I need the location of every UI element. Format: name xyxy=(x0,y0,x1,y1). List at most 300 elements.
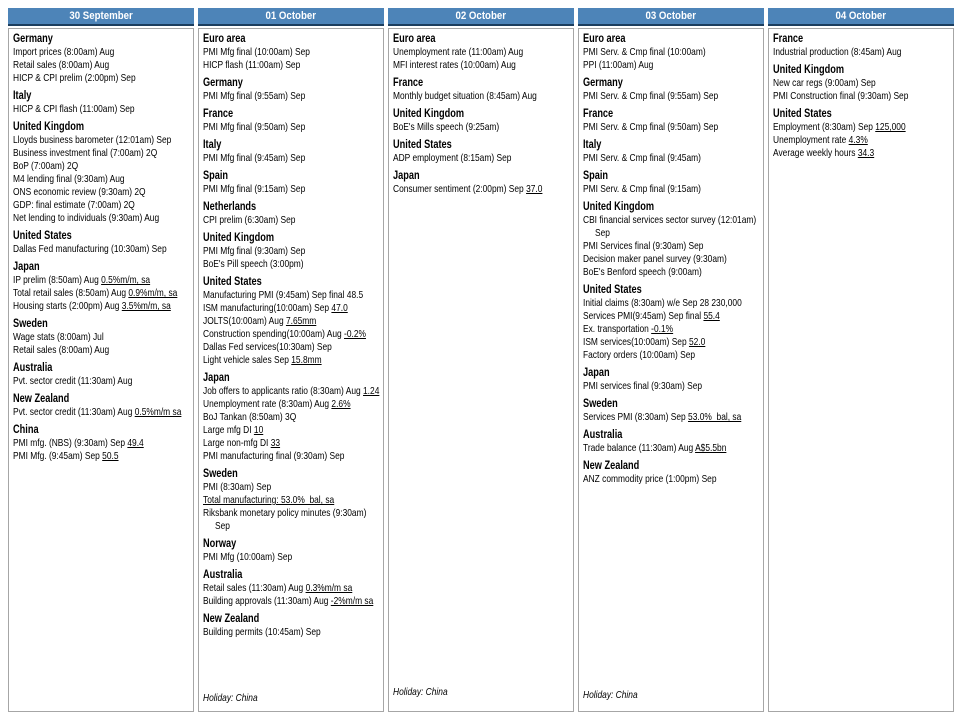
event-value-underlined: 49.4 xyxy=(127,437,144,449)
event-text: PMI Serv. & Cmp final (10:00am) xyxy=(583,46,706,58)
event-text: Building approvals (11:30am) Aug xyxy=(203,595,331,607)
event-text: Average weekly hours xyxy=(773,147,858,159)
country-section xyxy=(203,372,383,463)
country-heading: Japan xyxy=(393,170,420,182)
event-text: PMI Serv. & Cmp final (9:45am) xyxy=(583,152,701,164)
country-heading: Euro area xyxy=(583,33,626,45)
event-line xyxy=(203,354,383,367)
event-text: Business investment final (7:00am) 2Q xyxy=(13,147,158,159)
event-line xyxy=(203,595,383,608)
country-section xyxy=(583,33,763,72)
event-text: Unemployment rate (11:00am) Aug xyxy=(393,46,524,58)
event-line xyxy=(583,473,763,486)
country-section xyxy=(203,77,383,103)
event-text: HICP & CPI prelim (2:00pm) Sep xyxy=(13,72,136,84)
event-line xyxy=(583,297,763,310)
country-section xyxy=(583,108,763,134)
country-heading: Norway xyxy=(203,538,237,550)
event-text: PMI Construction final (9:30am) Sep xyxy=(773,90,909,102)
country-section xyxy=(393,139,573,165)
event-line xyxy=(13,274,193,287)
country-section xyxy=(583,367,763,393)
country-section xyxy=(13,90,193,116)
event-text: Unemployment rate xyxy=(773,134,849,146)
event-line xyxy=(773,46,953,59)
day-body xyxy=(388,28,574,712)
country-section xyxy=(203,170,383,196)
event-text: Net lending to individuals (9:30am) Aug xyxy=(13,212,160,224)
country-section xyxy=(203,232,383,271)
event-line xyxy=(393,152,573,165)
day-body xyxy=(198,28,384,712)
event-line xyxy=(13,243,193,256)
country-heading: Germany xyxy=(13,33,53,45)
country-section xyxy=(583,460,763,486)
event-text: Unemployment rate (8:30am) Aug xyxy=(203,398,332,410)
event-text: PMI Serv. & Cmp final (9:55am) Sep xyxy=(583,90,719,102)
event-text: GDP: final estimate (7:00am) 2Q xyxy=(13,199,135,211)
event-text: Manufacturing PMI (9:45am) Sep final 48.5 xyxy=(203,289,364,301)
country-section xyxy=(203,108,383,134)
country-section xyxy=(583,170,763,196)
event-line xyxy=(13,173,193,186)
event-line xyxy=(583,253,763,266)
country-heading: Euro area xyxy=(393,33,436,45)
event-text: Large non-mfg DI xyxy=(203,437,271,449)
day-header-date: 03 October xyxy=(645,10,697,22)
country-section xyxy=(203,201,383,227)
event-value-underlined: 55.4 xyxy=(703,310,720,322)
country-section xyxy=(583,284,763,362)
event-line xyxy=(203,481,383,494)
day-body-content xyxy=(393,32,573,711)
event-line xyxy=(13,300,193,313)
holiday-note: Holiday: China xyxy=(203,692,258,704)
country-section xyxy=(203,538,383,564)
event-text: BoJ Tankan (8:50am) 3Q xyxy=(203,411,297,423)
event-line xyxy=(203,341,383,354)
event-value-underlined: 1.24 xyxy=(363,385,380,397)
event-text: PMI (8:30am) Sep xyxy=(203,481,272,493)
event-line xyxy=(203,328,383,341)
event-line xyxy=(393,90,573,103)
event-line xyxy=(203,289,383,302)
event-text: Industrial production (8:45am) Aug xyxy=(773,46,902,58)
event-line xyxy=(203,450,383,463)
event-line xyxy=(13,450,193,463)
event-line xyxy=(203,385,383,398)
event-line xyxy=(393,183,573,196)
event-text: JOLTS(10:00am) Aug xyxy=(203,315,286,327)
event-line xyxy=(203,152,383,165)
country-section xyxy=(583,429,763,455)
country-section xyxy=(773,64,953,103)
event-line xyxy=(583,46,763,59)
event-text: PMI Mfg final (9:50am) Sep xyxy=(203,121,306,133)
event-line xyxy=(583,442,763,455)
event-line xyxy=(773,147,953,160)
country-heading: Netherlands xyxy=(203,201,257,213)
event-text: Consumer sentiment (2:00pm) Sep xyxy=(393,183,527,195)
event-text: Services PMI(9:45am) Sep final xyxy=(583,310,704,322)
event-line xyxy=(393,59,573,72)
event-text: PMI Mfg. (9:45am) Sep xyxy=(13,450,103,462)
event-text: M4 lending final (9:30am) Aug xyxy=(13,173,125,185)
event-line xyxy=(203,424,383,437)
day-header xyxy=(388,8,574,26)
event-line xyxy=(13,212,193,225)
event-text: Retail sales (11:30am) Aug xyxy=(203,582,306,594)
event-line xyxy=(13,59,193,72)
event-line xyxy=(203,626,383,639)
event-text: Ex. transportation xyxy=(583,323,652,335)
event-text: Lloyds business barometer (12:01am) Sep xyxy=(13,134,172,146)
day-body-content xyxy=(583,32,763,711)
event-text: Monthly budget situation (8:45am) Aug xyxy=(393,90,537,102)
country-heading: Germany xyxy=(583,77,623,89)
country-heading: United States xyxy=(203,276,262,288)
event-line xyxy=(203,494,383,507)
country-section xyxy=(393,33,573,72)
event-line xyxy=(13,331,193,344)
event-text: HICP & CPI flash (11:00am) Sep xyxy=(13,103,135,115)
event-line xyxy=(583,121,763,134)
day-body xyxy=(578,28,764,712)
event-line xyxy=(13,103,193,116)
event-text: CBI financial services sector survey (12:01am) xyxy=(583,214,757,226)
day-header-date: 01 October xyxy=(265,10,317,22)
event-line xyxy=(583,380,763,393)
event-text: Sep xyxy=(595,227,610,239)
event-line xyxy=(203,121,383,134)
country-heading: Australia xyxy=(203,569,243,581)
event-line xyxy=(583,240,763,253)
country-section xyxy=(13,33,193,85)
country-section xyxy=(583,139,763,165)
event-value-underlined: 0.3%m/m sa xyxy=(305,582,353,594)
holiday-note: Holiday: China xyxy=(393,686,448,698)
event-line xyxy=(583,152,763,165)
event-text: Employment (8:30am) Sep xyxy=(773,121,876,133)
country-section xyxy=(203,613,383,639)
event-line xyxy=(583,90,763,103)
event-line xyxy=(203,398,383,411)
event-text: Trade balance (11:30am) Aug xyxy=(583,442,696,454)
day-column xyxy=(388,8,574,712)
event-value-underlined: -0.2% xyxy=(344,328,366,340)
country-section xyxy=(13,393,193,419)
event-line xyxy=(583,214,763,227)
day-header-date: 02 October xyxy=(455,10,507,22)
economic-calendar-table xyxy=(8,8,954,712)
event-text: Light vehicle sales Sep xyxy=(203,354,292,366)
country-section xyxy=(583,201,763,279)
event-text: Dallas Fed manufacturing (10:30am) Sep xyxy=(13,243,167,255)
country-heading: Japan xyxy=(583,367,610,379)
event-text: ADP employment (8:15am) Sep xyxy=(393,152,512,164)
country-heading: Sweden xyxy=(203,468,238,480)
event-line xyxy=(773,90,953,103)
event-line xyxy=(13,72,193,85)
event-text: Retail sales (8:00am) Aug xyxy=(13,59,110,71)
event-value-underlined: 125,000 xyxy=(875,121,906,133)
event-line xyxy=(583,266,763,279)
event-line xyxy=(13,344,193,357)
event-line xyxy=(583,310,763,323)
event-text: CPI prelim (6:30am) Sep xyxy=(203,214,296,226)
country-section xyxy=(773,108,953,160)
event-text: BoP (7:00am) 2Q xyxy=(13,160,79,172)
event-line xyxy=(13,46,193,59)
event-value-underlined: 33 xyxy=(270,437,281,449)
event-line xyxy=(203,59,383,72)
event-line xyxy=(583,336,763,349)
event-line xyxy=(203,258,383,271)
event-text: Riksbank monetary policy minutes (9:30am) xyxy=(203,507,367,519)
day-header xyxy=(768,8,954,26)
event-value-underlined: 50.5 xyxy=(102,450,119,462)
event-text: PMI mfg. (NBS) (9:30am) Sep xyxy=(13,437,128,449)
event-value-underlined: 7.65mm xyxy=(285,315,317,327)
country-heading: United Kingdom xyxy=(393,108,465,120)
event-line xyxy=(203,214,383,227)
day-column xyxy=(8,8,194,712)
country-heading: Japan xyxy=(13,261,40,273)
country-section xyxy=(13,121,193,225)
event-value-underlined: 3.5%m/m, sa xyxy=(121,300,171,312)
event-line xyxy=(13,186,193,199)
day-header xyxy=(198,8,384,26)
country-heading: Sweden xyxy=(583,398,618,410)
event-line xyxy=(773,121,953,134)
day-header xyxy=(578,8,764,26)
event-text: PMI Mfg (10:00am) Sep xyxy=(203,551,293,563)
event-text: PMI Mfg final (9:45am) Sep xyxy=(203,152,306,164)
country-heading: New Zealand xyxy=(203,613,260,625)
event-line xyxy=(203,183,383,196)
event-value-underlined: 0.5%m/m sa xyxy=(134,406,182,418)
event-line xyxy=(393,121,573,134)
event-line xyxy=(583,227,763,240)
event-text: Dallas Fed services(10:30am) Sep xyxy=(203,341,332,353)
event-line xyxy=(13,147,193,160)
event-text: PMI Mfg final (9:55am) Sep xyxy=(203,90,306,102)
country-heading: Spain xyxy=(203,170,229,182)
event-text: Retail sales (8:00am) Aug xyxy=(13,344,110,356)
day-column xyxy=(768,8,954,712)
country-heading: Spain xyxy=(583,170,609,182)
event-line xyxy=(773,134,953,147)
event-text: HICP flash (11:00am) Sep xyxy=(203,59,301,71)
day-body xyxy=(8,28,194,712)
event-text: PMI Mfg final (9:15am) Sep xyxy=(203,183,306,195)
event-line xyxy=(203,507,383,520)
country-section xyxy=(13,362,193,388)
country-heading: France xyxy=(583,108,614,120)
event-value-underlined: 10 xyxy=(253,424,264,436)
event-text: MFI interest rates (10:00am) Aug xyxy=(393,59,516,71)
day-body-content xyxy=(13,32,193,711)
day-header-date: 30 September xyxy=(69,10,133,22)
event-value-underlined: 15.8mm xyxy=(291,354,322,366)
event-text: Pvt. sector credit (11:30am) Aug xyxy=(13,406,135,418)
event-text: BoE's Benford speech (9:00am) xyxy=(583,266,702,278)
event-text: PMI Mfg final (10:00am) Sep xyxy=(203,46,310,58)
event-line xyxy=(203,582,383,595)
event-text: Decision maker panel survey (9:30am) xyxy=(583,253,727,265)
event-text: BoE's Pill speech (3:00pm) xyxy=(203,258,304,270)
event-value-underlined: 4.3% xyxy=(848,134,868,146)
event-line xyxy=(203,245,383,258)
event-text: Job offers to applicants ratio (8:30am) Aug xyxy=(203,385,364,397)
country-heading: France xyxy=(393,77,424,89)
day-header-date: 04 October xyxy=(835,10,887,22)
event-value-underlined: 0.5%m/m, sa xyxy=(101,274,151,286)
event-line xyxy=(583,183,763,196)
event-text: ISM services(10:00am) Sep xyxy=(583,336,689,348)
event-text: Pvt. sector credit (11:30am) Aug xyxy=(13,375,133,387)
country-section xyxy=(13,424,193,463)
country-heading: United Kingdom xyxy=(13,121,85,133)
event-line xyxy=(203,302,383,315)
country-section xyxy=(203,468,383,533)
day-header xyxy=(8,8,194,26)
day-body-content xyxy=(773,32,953,711)
event-line xyxy=(13,406,193,419)
country-section xyxy=(583,77,763,103)
event-text: BoE's Mills speech (9:25am) xyxy=(393,121,500,133)
event-line xyxy=(13,375,193,388)
event-text: Building permits (10:45am) Sep xyxy=(203,626,321,638)
country-heading: Australia xyxy=(583,429,623,441)
event-line xyxy=(13,287,193,300)
country-heading: Italy xyxy=(13,90,32,102)
holiday-note: Holiday: China xyxy=(583,689,638,701)
day-column xyxy=(198,8,384,712)
event-text: ANZ commodity price (1:00pm) Sep xyxy=(583,473,717,485)
country-section xyxy=(203,33,383,72)
event-text: Housing starts (2:00pm) Aug xyxy=(13,300,122,312)
event-line xyxy=(583,411,763,424)
country-heading: China xyxy=(13,424,39,436)
event-value-underlined: 53.0% bal, sa xyxy=(688,411,742,423)
event-text: Wage stats (8:00am) Jul xyxy=(13,331,104,343)
event-line xyxy=(13,437,193,450)
event-line xyxy=(773,77,953,90)
event-text: PMI manufacturing final (9:30am) Sep xyxy=(203,450,345,462)
event-line xyxy=(203,520,383,533)
country-section xyxy=(583,398,763,424)
event-value-underlined: 34.3 xyxy=(857,147,875,159)
event-value-underlined: 2.6% xyxy=(331,398,351,410)
event-text: Services PMI (8:30am) Sep xyxy=(583,411,689,423)
event-line xyxy=(203,46,383,59)
country-heading: New Zealand xyxy=(583,460,640,472)
event-text: ONS economic review (9:30am) 2Q xyxy=(13,186,146,198)
event-line xyxy=(13,160,193,173)
country-section xyxy=(13,230,193,256)
day-body xyxy=(768,28,954,712)
event-text: Factory orders (10:00am) Sep xyxy=(583,349,696,361)
country-section xyxy=(393,170,573,196)
country-section xyxy=(393,77,573,103)
day-body-content xyxy=(203,32,383,711)
country-section xyxy=(203,276,383,367)
event-text: Sep xyxy=(215,520,230,532)
event-line xyxy=(13,134,193,147)
country-section xyxy=(13,318,193,357)
country-heading: United States xyxy=(13,230,72,242)
country-heading: United Kingdom xyxy=(203,232,275,244)
event-text: Import prices (8:00am) Aug xyxy=(13,46,115,58)
day-column xyxy=(578,8,764,712)
event-line xyxy=(583,349,763,362)
event-line xyxy=(203,90,383,103)
event-text: ISM manufacturing(10:00am) Sep xyxy=(203,302,332,314)
event-text: PPI (11:00am) Aug xyxy=(583,59,654,71)
event-line xyxy=(203,315,383,328)
country-heading: United States xyxy=(393,139,452,151)
event-text: IP prelim (8:50am) Aug xyxy=(13,274,102,286)
country-heading: Australia xyxy=(13,362,53,374)
country-heading: United States xyxy=(773,108,832,120)
country-section xyxy=(203,569,383,608)
event-value-underlined: 0.9%m/m, sa xyxy=(128,287,178,299)
event-value-underlined: -2%m/m sa xyxy=(330,595,374,607)
country-heading: France xyxy=(773,33,804,45)
event-text: PMI Serv. & Cmp final (9:50am) Sep xyxy=(583,121,719,133)
country-heading: Germany xyxy=(203,77,243,89)
event-text: PMI Mfg final (9:30am) Sep xyxy=(203,245,306,257)
event-text: Construction spending(10:00am) Aug xyxy=(203,328,345,340)
event-value-underlined: Total manufacturing: 53.0% bal, sa xyxy=(203,494,335,506)
event-line xyxy=(203,551,383,564)
event-text: Large mfg DI xyxy=(203,424,254,436)
event-line xyxy=(583,59,763,72)
event-value-underlined: 47.0 xyxy=(331,302,348,314)
event-line xyxy=(13,199,193,212)
country-heading: United Kingdom xyxy=(583,201,655,213)
event-value-underlined: A$5.5bn xyxy=(695,442,727,454)
country-section xyxy=(13,261,193,313)
event-text: PMI Services final (9:30am) Sep xyxy=(583,240,704,252)
event-line xyxy=(203,411,383,424)
event-line xyxy=(583,323,763,336)
event-line xyxy=(393,46,573,59)
country-section xyxy=(393,108,573,134)
country-heading: Italy xyxy=(203,139,222,151)
country-heading: Japan xyxy=(203,372,230,384)
country-heading: New Zealand xyxy=(13,393,70,405)
country-heading: United States xyxy=(583,284,642,296)
country-heading: Sweden xyxy=(13,318,48,330)
event-text: Total retail sales (8:50am) Aug xyxy=(13,287,129,299)
event-text: New car regs (9:00am) Sep xyxy=(773,77,876,89)
event-line xyxy=(203,437,383,450)
country-section xyxy=(773,33,953,59)
country-heading: France xyxy=(203,108,234,120)
event-text: Initial claims (8:30am) w/e Sep 28 230,000 xyxy=(583,297,742,309)
country-section xyxy=(203,139,383,165)
country-heading: Italy xyxy=(583,139,602,151)
event-value-underlined: 52.0 xyxy=(688,336,706,348)
country-heading: Euro area xyxy=(203,33,246,45)
country-heading: United Kingdom xyxy=(773,64,845,76)
event-text: PMI services final (9:30am) Sep xyxy=(583,380,703,392)
event-text: PMI Serv. & Cmp final (9:15am) xyxy=(583,183,701,195)
event-value-underlined: 37.0 xyxy=(526,183,543,195)
event-value-underlined: -0.1% xyxy=(651,323,674,335)
